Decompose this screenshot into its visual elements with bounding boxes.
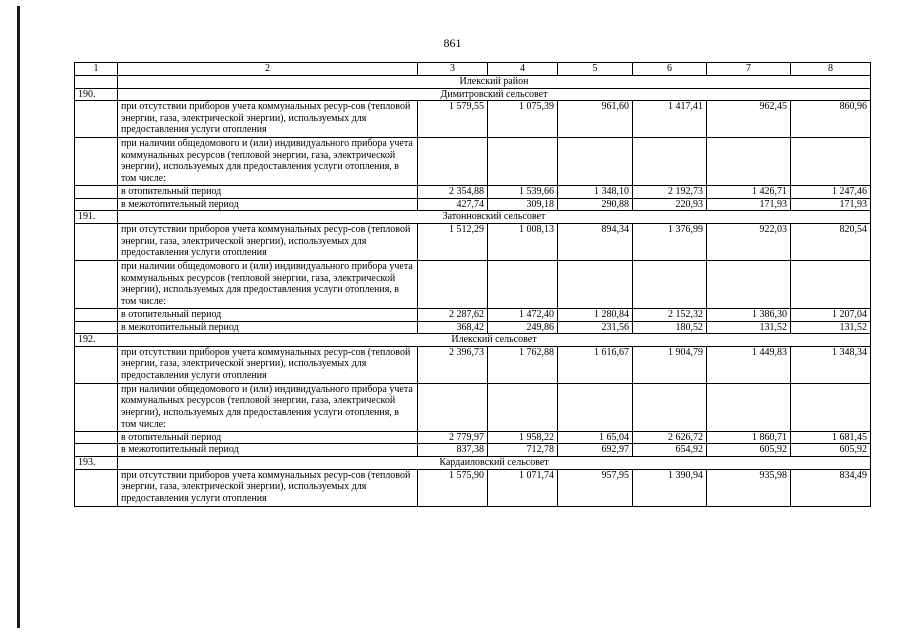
value-cell: 2 354,88 xyxy=(418,186,488,199)
section-number: 192. xyxy=(75,334,118,347)
value-cell: 1 904,79 xyxy=(633,346,707,383)
value-cell: 171,93 xyxy=(791,198,871,211)
value-cell: 1 681,45 xyxy=(791,431,871,444)
section-name: Кардаиловский сельсовет xyxy=(118,456,871,469)
empty-value-cell xyxy=(707,383,791,431)
tariff-row-interheating xyxy=(75,321,871,334)
value-cell: 131,52 xyxy=(707,321,791,334)
value-cell: 1 426,71 xyxy=(707,186,791,199)
value-cell: 1 958,22 xyxy=(488,431,558,444)
value-cell: 922,03 xyxy=(707,223,791,260)
empty-value-cell xyxy=(418,260,488,308)
tariff-row-without-meters xyxy=(75,346,871,383)
district-name: Илекский район xyxy=(118,76,871,89)
value-cell: 231,56 xyxy=(558,321,633,334)
value-cell: 220,93 xyxy=(633,198,707,211)
empty-value-cell xyxy=(707,260,791,308)
row-label: в отопительный период xyxy=(118,186,418,199)
row-label: при наличии общедомового и (или) индивидуального прибора учета коммунальных ресурсов (тепловой энергии, газа, электрической энергии), используемых для предоставления услуги отопления, в том числе: xyxy=(118,383,418,431)
value-cell: 962,45 xyxy=(707,101,791,138)
header-cell: 2 xyxy=(118,63,418,76)
value-cell: 837,38 xyxy=(418,444,488,457)
value-cell: 1 071,74 xyxy=(488,469,558,506)
value-cell: 834,49 xyxy=(791,469,871,506)
value-cell: 894,34 xyxy=(558,223,633,260)
row-label: при отсутствии приборов учета коммунальных ресур-сов (тепловой энергии, газа, электрической энергии), используемых для предоставления услуги отопления xyxy=(118,101,418,138)
tariff-row-interheating xyxy=(75,444,871,457)
value-cell: 1 860,71 xyxy=(707,431,791,444)
page-edge-bar xyxy=(17,6,20,628)
value-cell: 290,88 xyxy=(558,198,633,211)
header-row xyxy=(75,63,871,76)
header-cell: 7 xyxy=(707,63,791,76)
value-cell: 935,98 xyxy=(707,469,791,506)
empty-value-cell xyxy=(488,260,558,308)
value-cell: 1 539,66 xyxy=(488,186,558,199)
empty-num-cell xyxy=(75,431,118,444)
value-cell: 1 762,88 xyxy=(488,346,558,383)
value-cell: 2 152,32 xyxy=(633,308,707,321)
empty-value-cell xyxy=(707,138,791,186)
row-label: при наличии общедомового и (или) индивидуального прибора учета коммунальных ресурсов (тепловой энергии, газа, электрической энергии), используемых для предоставления услуги отопления, в том числе: xyxy=(118,138,418,186)
empty-value-cell xyxy=(633,138,707,186)
value-cell: 1 386,30 xyxy=(707,308,791,321)
row-label: в отопительный период xyxy=(118,431,418,444)
value-cell: 1 376,99 xyxy=(633,223,707,260)
district-num-cell xyxy=(75,76,118,89)
row-label: в отопительный период xyxy=(118,308,418,321)
header-cell: 4 xyxy=(488,63,558,76)
value-cell: 180,52 xyxy=(633,321,707,334)
tariff-row-without-meters xyxy=(75,469,871,506)
empty-num-cell xyxy=(75,186,118,199)
empty-value-cell xyxy=(488,383,558,431)
row-label: при отсутствии приборов учета коммунальных ресур-сов (тепловой энергии, газа, электрической энергии), используемых для предоставления услуги отопления xyxy=(118,469,418,506)
value-cell: 1 449,83 xyxy=(707,346,791,383)
value-cell: 2 626,72 xyxy=(633,431,707,444)
empty-num-cell xyxy=(75,101,118,138)
value-cell: 820,54 xyxy=(791,223,871,260)
tariff-row-heating xyxy=(75,308,871,321)
header-cell: 1 xyxy=(75,63,118,76)
empty-num-cell xyxy=(75,469,118,506)
value-cell: 2 192,73 xyxy=(633,186,707,199)
value-cell: 1 579,55 xyxy=(418,101,488,138)
tariff-row-with-meters xyxy=(75,383,871,431)
empty-num-cell xyxy=(75,383,118,431)
empty-value-cell xyxy=(558,138,633,186)
value-cell: 712,78 xyxy=(488,444,558,457)
district-row xyxy=(75,76,871,89)
value-cell: 368,42 xyxy=(418,321,488,334)
section-header-row xyxy=(75,456,871,469)
empty-value-cell xyxy=(791,383,871,431)
header-cell: 8 xyxy=(791,63,871,76)
value-cell: 2 287,62 xyxy=(418,308,488,321)
value-cell: 1 65,04 xyxy=(558,431,633,444)
value-cell: 171,93 xyxy=(707,198,791,211)
value-cell: 1 280,84 xyxy=(558,308,633,321)
value-cell: 957,95 xyxy=(558,469,633,506)
section-name: Затонновский сельсовет xyxy=(118,211,871,224)
section-number: 193. xyxy=(75,456,118,469)
empty-value-cell xyxy=(558,383,633,431)
value-cell: 1 472,40 xyxy=(488,308,558,321)
value-cell: 1 348,34 xyxy=(791,346,871,383)
empty-num-cell xyxy=(75,198,118,211)
empty-num-cell xyxy=(75,260,118,308)
tariff-row-without-meters xyxy=(75,223,871,260)
section-header-row xyxy=(75,211,871,224)
tariff-row-with-meters xyxy=(75,138,871,186)
empty-num-cell xyxy=(75,346,118,383)
value-cell: 427,74 xyxy=(418,198,488,211)
row-label: при наличии общедомового и (или) индивидуального прибора учета коммунальных ресурсов (тепловой энергии, газа, электрической энергии), используемых для предоставления услуги отопления, в том числе: xyxy=(118,260,418,308)
tariff-row-without-meters xyxy=(75,101,871,138)
value-cell: 1 207,04 xyxy=(791,308,871,321)
value-cell: 860,96 xyxy=(791,101,871,138)
empty-num-cell xyxy=(75,223,118,260)
value-cell: 1 575,90 xyxy=(418,469,488,506)
value-cell: 1 008,13 xyxy=(488,223,558,260)
value-cell: 2 779,97 xyxy=(418,431,488,444)
empty-value-cell xyxy=(488,138,558,186)
row-label: в межотопительный период xyxy=(118,321,418,334)
empty-num-cell xyxy=(75,308,118,321)
section-header-row xyxy=(75,88,871,101)
section-header-row xyxy=(75,334,871,347)
page-number: 861 xyxy=(443,36,462,50)
empty-value-cell xyxy=(633,260,707,308)
header-cell: 3 xyxy=(418,63,488,76)
empty-value-cell xyxy=(418,383,488,431)
empty-value-cell xyxy=(418,138,488,186)
section-name: Димитровский сельсовет xyxy=(118,88,871,101)
empty-num-cell xyxy=(75,444,118,457)
value-cell: 1 075,39 xyxy=(488,101,558,138)
empty-value-cell xyxy=(791,138,871,186)
header-cell: 6 xyxy=(633,63,707,76)
row-label: при отсутствии приборов учета коммунальных ресур-сов (тепловой энергии, газа, электрической энергии), используемых для предоставления услуги отопления xyxy=(118,346,418,383)
empty-value-cell xyxy=(558,260,633,308)
value-cell: 1 390,94 xyxy=(633,469,707,506)
tariff-row-with-meters xyxy=(75,260,871,308)
empty-value-cell xyxy=(791,260,871,308)
value-cell: 131,52 xyxy=(791,321,871,334)
empty-value-cell xyxy=(633,383,707,431)
value-cell: 1 247,46 xyxy=(791,186,871,199)
empty-num-cell xyxy=(75,321,118,334)
value-cell: 309,18 xyxy=(488,198,558,211)
tariff-row-heating xyxy=(75,186,871,199)
tariff-table xyxy=(74,62,871,507)
row-label: в межотопительный период xyxy=(118,444,418,457)
value-cell: 1 417,41 xyxy=(633,101,707,138)
value-cell: 249,86 xyxy=(488,321,558,334)
tariff-row-heating xyxy=(75,431,871,444)
section-number: 191. xyxy=(75,211,118,224)
section-name: Илекский сельсовет xyxy=(118,334,871,347)
header-cell: 5 xyxy=(558,63,633,76)
tariff-row-interheating xyxy=(75,198,871,211)
row-label: при отсутствии приборов учета коммунальных ресур-сов (тепловой энергии, газа, электрической энергии), используемых для предоставления услуги отопления xyxy=(118,223,418,260)
value-cell: 1 348,10 xyxy=(558,186,633,199)
empty-num-cell xyxy=(75,138,118,186)
value-cell: 654,92 xyxy=(633,444,707,457)
value-cell: 605,92 xyxy=(707,444,791,457)
value-cell: 605,92 xyxy=(791,444,871,457)
value-cell: 961,60 xyxy=(558,101,633,138)
value-cell: 1 616,67 xyxy=(558,346,633,383)
value-cell: 1 512,29 xyxy=(418,223,488,260)
row-label: в межотопительный период xyxy=(118,198,418,211)
value-cell: 692,97 xyxy=(558,444,633,457)
value-cell: 2 396,73 xyxy=(418,346,488,383)
section-number: 190. xyxy=(75,88,118,101)
